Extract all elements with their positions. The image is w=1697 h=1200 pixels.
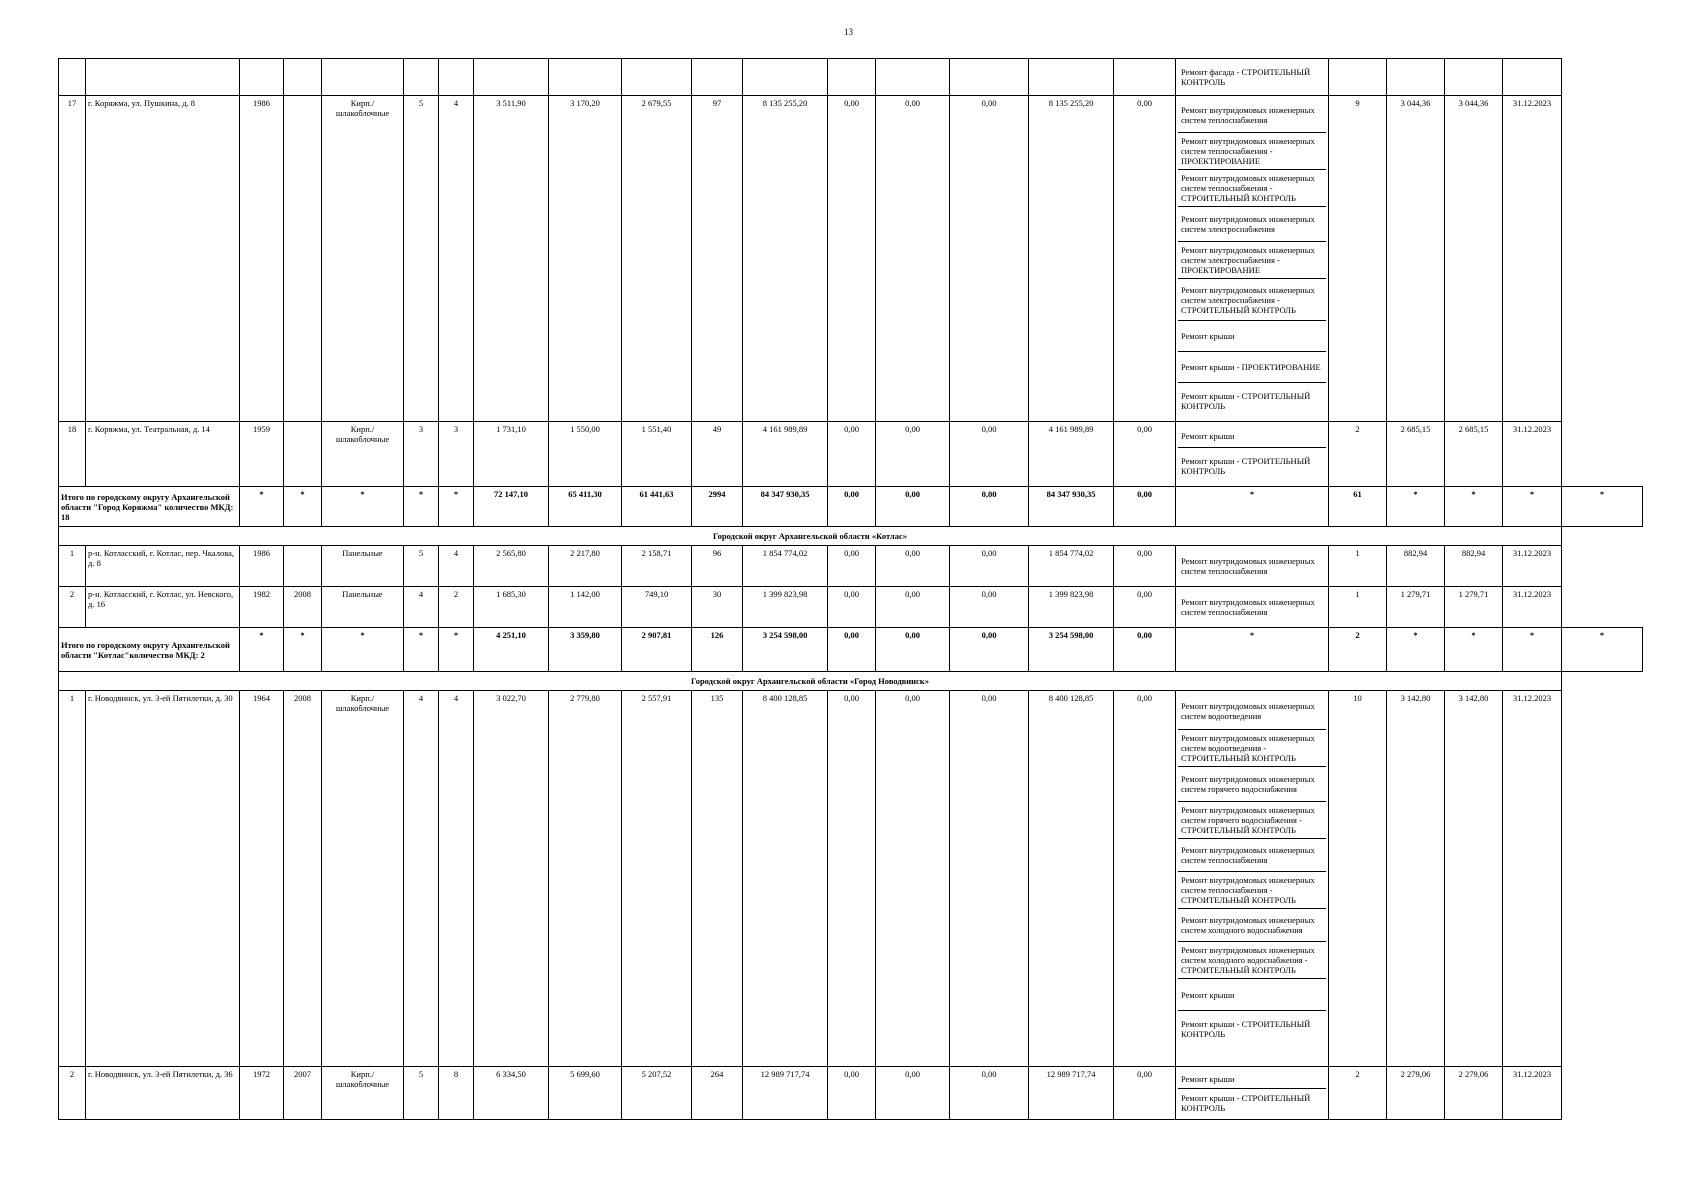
work-item: Ремонт крыши - СТРОИТЕЛЬНЫЙ КОНТРОЛЬ: [1181, 456, 1311, 476]
star-cell: *: [240, 487, 284, 527]
empty-cell: [1503, 59, 1562, 96]
work-item: Ремонт внутридомовых инженерных систем теплоснабжения: [1178, 839, 1326, 872]
f3-cell: 0,00: [950, 691, 1029, 1067]
f3-cell: 0,00: [950, 1067, 1029, 1120]
f5-cell: 0,00: [1114, 691, 1176, 1067]
star-cell: *: [322, 487, 404, 527]
work-item: Ремонт внутридомовых инженерных систем холодного водоснабжения - СТРОИТЕЛЬНЫЙ КОНТРОЛЬ: [1178, 942, 1326, 979]
year-cell: 1986: [240, 96, 284, 422]
f3-cell: 0,00: [950, 422, 1029, 487]
unit-cost-max-cell: 3 142,80: [1445, 691, 1503, 1067]
works-cell: [1176, 1067, 1329, 1120]
material-cell: Кирп./ шлакоблочные: [322, 1067, 404, 1120]
empty-cell: [86, 59, 240, 96]
empty-cell: [59, 59, 86, 96]
work-item: Ремонт крыши - СТРОИТЕЛЬНЫЙ КОНТРОЛЬ: [1181, 391, 1311, 411]
work-item: Ремонт крыши: [1178, 321, 1326, 352]
address-cell: р-н. Котласский, г. Котлас, пер. Чкалова, д. 8: [86, 546, 240, 587]
total-f4: 3 254 598,00: [1029, 628, 1114, 672]
total-area-res: 65 411,30: [549, 487, 622, 527]
year-rec-cell: 2007: [284, 1067, 322, 1120]
unit-cost-cell: 3 142,80: [1387, 691, 1445, 1067]
star-cell: *: [439, 487, 474, 527]
total-f2: 0,00: [876, 628, 950, 672]
area-total-cell: 3 511,90: [474, 96, 549, 422]
address-cell: г. Коряжма, ул. Театральная, д. 14: [86, 422, 240, 487]
work-item: Ремонт крыши: [1178, 424, 1326, 448]
f1-cell: 0,00: [828, 96, 876, 422]
repair-program-table: [58, 58, 1643, 1120]
area-total-cell: 1 731,10: [474, 422, 549, 487]
total-row: [59, 628, 1643, 672]
year-rec-cell: [284, 422, 322, 487]
area-total-cell: 6 334,50: [474, 1067, 549, 1120]
year-rec-cell: 2008: [284, 587, 322, 628]
work-item: Ремонт внутридомовых инженерных систем теплоснабжения: [1181, 597, 1315, 617]
works-cell: [1176, 59, 1329, 96]
empty-cell: [950, 59, 1029, 96]
count-cell: 1: [1329, 546, 1387, 587]
star-cell: *: [1387, 628, 1445, 672]
address-cell: г. Новодвинск, ул. 3-ей Пятилетки, д. 30: [86, 691, 240, 1067]
area-res-cell: 3 170,20: [549, 96, 622, 422]
section-header-row: [59, 672, 1643, 691]
work-item: Ремонт крыши - СТРОИТЕЛЬНЫЙ КОНТРОЛЬ: [1181, 1093, 1311, 1113]
address-cell: г. Новодвинск, ул. 3-ей Пятилетки, д. 36: [86, 1067, 240, 1120]
work-item: Ремонт внутридомовых инженерных систем электроснабжения: [1178, 207, 1326, 242]
works-cell: [1176, 96, 1329, 422]
f5-cell: 0,00: [1114, 422, 1176, 487]
empty-cell: [622, 59, 692, 96]
f2-cell: 0,00: [876, 96, 950, 422]
f4-cell: 1 854 774,02: [1029, 546, 1114, 587]
f5-cell: 0,00: [1114, 546, 1176, 587]
count-cell: 9: [1329, 96, 1387, 422]
star-cell: *: [1445, 628, 1503, 672]
total-f4: 84 347 930,35: [1029, 487, 1114, 527]
cost-cell: 1 399 823,98: [743, 587, 828, 628]
date-cell: 31.12.2023: [1503, 1067, 1562, 1120]
empty-cell: [1329, 59, 1387, 96]
work-item: Ремонт фасада - СТРОИТЕЛЬНЫЙ КОНТРОЛЬ: [1181, 67, 1311, 87]
page-number: 13: [844, 27, 853, 37]
cost-cell: 8 400 128,85: [743, 691, 828, 1067]
work-item: Ремонт внутридомовых инженерных систем холодного водоснабжения: [1178, 909, 1326, 942]
f2-cell: 0,00: [876, 1067, 950, 1120]
works-cell: [1176, 546, 1329, 587]
residents-cell: 96: [692, 546, 743, 587]
unit-cost-cell: 882,94: [1387, 546, 1445, 587]
floors-cell: 4: [404, 587, 439, 628]
total-count: 61: [1329, 487, 1387, 527]
material-cell: Кирп./ шлакоблочные: [322, 422, 404, 487]
row-number: 17: [59, 96, 86, 422]
f4-cell: 4 161 989,89: [1029, 422, 1114, 487]
date-cell: 31.12.2023: [1503, 96, 1562, 422]
f1-cell: 0,00: [828, 1067, 876, 1120]
empty-cell: [439, 59, 474, 96]
unit-cost-cell: 2 279,06: [1387, 1067, 1445, 1120]
empty-cell: [1029, 59, 1114, 96]
total-f3: 0,00: [950, 487, 1029, 527]
f3-cell: 0,00: [950, 546, 1029, 587]
section-title: Городской округ Архангельской области «Котлас»: [59, 527, 1562, 546]
f1-cell: 0,00: [828, 422, 876, 487]
total-label: Итого по городскому округу Архангельской области "Котлас"количество МКД: 2: [59, 628, 240, 672]
entrances-cell: 3: [439, 422, 474, 487]
f2-cell: 0,00: [876, 587, 950, 628]
empty-cell: [1387, 59, 1445, 96]
unit-cost-cell: 1 279,71: [1387, 587, 1445, 628]
table-row: [59, 691, 1643, 1067]
star-cell: *: [322, 628, 404, 672]
year-rec-cell: [284, 96, 322, 422]
area-own-cell: 749,10: [622, 587, 692, 628]
f1-cell: 0,00: [828, 691, 876, 1067]
area-own-cell: 2 679,55: [622, 96, 692, 422]
total-residents: 2994: [692, 487, 743, 527]
area-res-cell: 2 779,80: [549, 691, 622, 1067]
area-total-cell: 1 685,30: [474, 587, 549, 628]
area-res-cell: 1 550,00: [549, 422, 622, 487]
f3-cell: 0,00: [950, 96, 1029, 422]
unit-cost-max-cell: 2 279,06: [1445, 1067, 1503, 1120]
row-number: 2: [59, 1067, 86, 1120]
residents-cell: 49: [692, 422, 743, 487]
star-cell: *: [1445, 487, 1503, 527]
floors-cell: 5: [404, 546, 439, 587]
material-cell: Кирп./ шлакоблочные: [322, 691, 404, 1067]
count-cell: 2: [1329, 1067, 1387, 1120]
total-f1: 0,00: [828, 628, 876, 672]
empty-cell: [828, 59, 876, 96]
total-area-own: 61 441,63: [622, 487, 692, 527]
empty-cell: [284, 59, 322, 96]
works-cell: [1176, 691, 1329, 1067]
cost-cell: 1 854 774,02: [743, 546, 828, 587]
unit-cost-cell: 3 044,36: [1387, 96, 1445, 422]
area-res-cell: 1 142,00: [549, 587, 622, 628]
floors-cell: 4: [404, 691, 439, 1067]
section-title: Городской округ Архангельской области «Город Новодвинск»: [59, 672, 1562, 691]
f5-cell: 0,00: [1114, 1067, 1176, 1120]
material-cell: Панельные: [322, 587, 404, 628]
total-area-own: 2 907,81: [622, 628, 692, 672]
entrances-cell: 8: [439, 1067, 474, 1120]
area-total-cell: 3 022,70: [474, 691, 549, 1067]
row-number: 18: [59, 422, 86, 487]
star-cell: *: [1562, 487, 1643, 527]
address-cell: г. Коряжма, ул. Пушкина, д. 8: [86, 96, 240, 422]
residents-cell: 30: [692, 587, 743, 628]
cost-cell: 4 161 989,89: [743, 422, 828, 487]
material-cell: Панельные: [322, 546, 404, 587]
star-cell: *: [284, 628, 322, 672]
star-cell: *: [1503, 487, 1562, 527]
unit-cost-max-cell: 882,94: [1445, 546, 1503, 587]
area-own-cell: 5 207,52: [622, 1067, 692, 1120]
floors-cell: 5: [404, 1067, 439, 1120]
area-own-cell: 2 158,71: [622, 546, 692, 587]
residents-cell: 135: [692, 691, 743, 1067]
empty-cell: [404, 59, 439, 96]
count-cell: 10: [1329, 691, 1387, 1067]
total-area-res: 3 359,80: [549, 628, 622, 672]
empty-cell: [474, 59, 549, 96]
year-cell: 1982: [240, 587, 284, 628]
work-item: Ремонт внутридомовых инженерных систем теплоснабжения - ПРОЕКТИРОВАНИЕ: [1178, 133, 1326, 170]
date-cell: 31.12.2023: [1503, 691, 1562, 1067]
total-label: Итого по городскому округу Архангельской области "Город Коряжма" количество МКД: 18: [59, 487, 240, 527]
f5-cell: 0,00: [1114, 587, 1176, 628]
star-cell: *: [284, 487, 322, 527]
year-cell: 1959: [240, 422, 284, 487]
total-f5: 0,00: [1114, 628, 1176, 672]
total-area-total: 4 251,10: [474, 628, 549, 672]
total-cost: 84 347 930,35: [743, 487, 828, 527]
f4-cell: 8 400 128,85: [1029, 691, 1114, 1067]
table-row: [59, 422, 1643, 487]
star-cell: *: [1503, 628, 1562, 672]
row-number: 2: [59, 587, 86, 628]
star-cell: *: [404, 628, 439, 672]
f3-cell: 0,00: [950, 587, 1029, 628]
star-cell: *: [1562, 628, 1643, 672]
work-item: Ремонт внутридомовых инженерных систем теплоснабжения: [1178, 98, 1326, 133]
work-item: Ремонт внутридомовых инженерных систем электроснабжения - СТРОИТЕЛЬНЫЙ КОНТРОЛЬ: [1178, 279, 1326, 321]
star-cell: *: [1387, 487, 1445, 527]
empty-cell: [549, 59, 622, 96]
cost-cell: 12 989 717,74: [743, 1067, 828, 1120]
total-f1: 0,00: [828, 487, 876, 527]
row-number: 1: [59, 691, 86, 1067]
work-item: Ремонт внутридомовых инженерных систем водоотведения - СТРОИТЕЛЬНЫЙ КОНТРОЛЬ: [1178, 730, 1326, 767]
section-header-row: [59, 527, 1643, 546]
work-item: Ремонт внутридомовых инженерных систем водоотведения: [1178, 693, 1326, 730]
unit-cost-max-cell: 2 685,15: [1445, 422, 1503, 487]
star-cell: *: [1176, 487, 1329, 527]
work-item: Ремонт крыши: [1178, 1069, 1326, 1089]
f1-cell: 0,00: [828, 587, 876, 628]
count-cell: 1: [1329, 587, 1387, 628]
table-row: [59, 587, 1643, 628]
entrances-cell: 4: [439, 546, 474, 587]
cost-cell: 8 135 255,20: [743, 96, 828, 422]
star-cell: *: [240, 628, 284, 672]
entrances-cell: 2: [439, 587, 474, 628]
f4-cell: 12 989 717,74: [1029, 1067, 1114, 1120]
works-cell: [1176, 422, 1329, 487]
empty-cell: [743, 59, 828, 96]
total-residents: 126: [692, 628, 743, 672]
table-row: [59, 96, 1643, 422]
empty-cell: [876, 59, 950, 96]
date-cell: 31.12.2023: [1503, 546, 1562, 587]
empty-cell: [692, 59, 743, 96]
work-item: Ремонт внутридомовых инженерных систем горячего водоснабжения - СТРОИТЕЛЬНЫЙ КОНТРОЛЬ: [1178, 802, 1326, 839]
year-cell: 1986: [240, 546, 284, 587]
date-cell: 31.12.2023: [1503, 587, 1562, 628]
area-total-cell: 2 565,80: [474, 546, 549, 587]
residents-cell: 97: [692, 96, 743, 422]
work-item: Ремонт крыши - ПРОЕКТИРОВАНИЕ: [1178, 352, 1326, 383]
unit-cost-max-cell: 1 279,71: [1445, 587, 1503, 628]
year-rec-cell: 2008: [284, 691, 322, 1067]
entrances-cell: 4: [439, 691, 474, 1067]
work-item: Ремонт крыши - СТРОИТЕЛЬНЫЙ КОНТРОЛЬ: [1181, 1019, 1311, 1039]
works-cell: [1176, 587, 1329, 628]
material-cell: Кирп./ шлакоблочные: [322, 96, 404, 422]
row-number: 1: [59, 546, 86, 587]
area-res-cell: 5 699,60: [549, 1067, 622, 1120]
f4-cell: 8 135 255,20: [1029, 96, 1114, 422]
empty-cell: [1445, 59, 1503, 96]
work-item: Ремонт внутридомовых инженерных систем теплоснабжения: [1181, 556, 1315, 576]
area-own-cell: 1 551,40: [622, 422, 692, 487]
area-own-cell: 2 557,91: [622, 691, 692, 1067]
total-f5: 0,00: [1114, 487, 1176, 527]
date-cell: 31.12.2023: [1503, 422, 1562, 487]
empty-cell: [240, 59, 284, 96]
residents-cell: 264: [692, 1067, 743, 1120]
total-f3: 0,00: [950, 628, 1029, 672]
f2-cell: 0,00: [876, 546, 950, 587]
year-cell: 1972: [240, 1067, 284, 1120]
total-count: 2: [1329, 628, 1387, 672]
unit-cost-cell: 2 685,15: [1387, 422, 1445, 487]
work-item: Ремонт крыши: [1178, 979, 1326, 1011]
year-cell: 1964: [240, 691, 284, 1067]
empty-cell: [1114, 59, 1176, 96]
total-area-total: 72 147,10: [474, 487, 549, 527]
star-cell: *: [404, 487, 439, 527]
empty-cell: [322, 59, 404, 96]
work-item: Ремонт внутридомовых инженерных систем электроснабжения - ПРОЕКТИРОВАНИЕ: [1178, 242, 1326, 279]
entrances-cell: 4: [439, 96, 474, 422]
total-cost: 3 254 598,00: [743, 628, 828, 672]
year-rec-cell: [284, 546, 322, 587]
table-row: [59, 546, 1643, 587]
work-item: Ремонт внутридомовых инженерных систем горячего водоснабжения: [1178, 767, 1326, 802]
continuation-row: [59, 59, 1643, 96]
f4-cell: 1 399 823,98: [1029, 587, 1114, 628]
work-item: Ремонт внутридомовых инженерных систем теплоснабжения - СТРОИТЕЛЬНЫЙ КОНТРОЛЬ: [1178, 170, 1326, 207]
f2-cell: 0,00: [876, 691, 950, 1067]
star-cell: *: [439, 628, 474, 672]
total-row: [59, 487, 1643, 527]
floors-cell: 3: [404, 422, 439, 487]
table-row: [59, 1067, 1643, 1120]
count-cell: 2: [1329, 422, 1387, 487]
unit-cost-max-cell: 3 044,36: [1445, 96, 1503, 422]
f2-cell: 0,00: [876, 422, 950, 487]
f1-cell: 0,00: [828, 546, 876, 587]
area-res-cell: 2 217,80: [549, 546, 622, 587]
star-cell: *: [1176, 628, 1329, 672]
work-item: Ремонт внутридомовых инженерных систем теплоснабжения - СТРОИТЕЛЬНЫЙ КОНТРОЛЬ: [1178, 872, 1326, 909]
total-f2: 0,00: [876, 487, 950, 527]
floors-cell: 5: [404, 96, 439, 422]
address-cell: р-н. Котласский, г. Котлас, ул. Невского, д. 16: [86, 587, 240, 628]
f5-cell: 0,00: [1114, 96, 1176, 422]
